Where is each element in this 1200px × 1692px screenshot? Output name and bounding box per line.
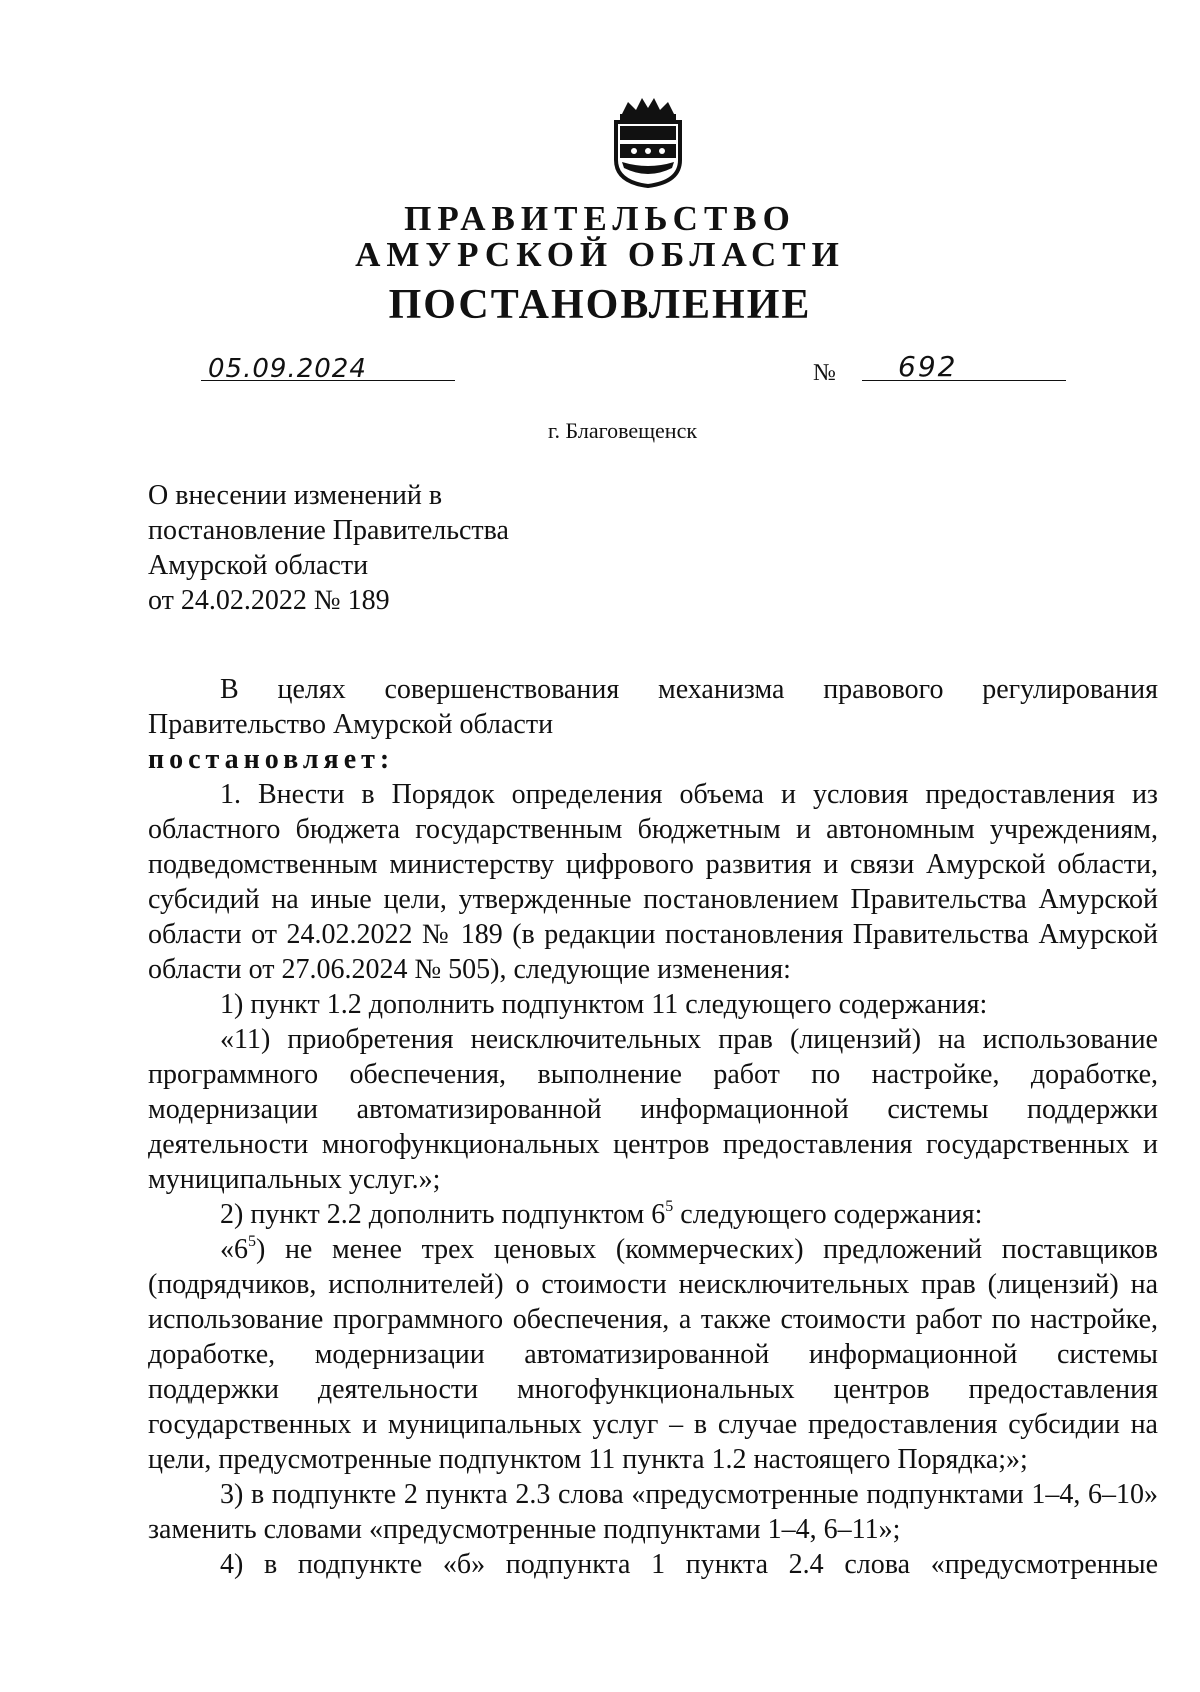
subject-block [148, 478, 509, 618]
paragraph-5-text: «6 [220, 1234, 248, 1265]
paragraph-4 [148, 1197, 1158, 1232]
superscript: 5 [248, 1232, 256, 1250]
paragraph-3: «11) приобретения неисключительных прав (лицензий) на использование программного обеспечения, выполнение работ по настройке, доработке, модернизации автоматизированной информационной системы поддержки деятельности многофункциональных центров предоставления государственных и муниципальных услуг.»; [148, 1024, 1158, 1195]
subject-line: от 24.02.2022 № 189 [148, 585, 390, 616]
subject-line: Амурской области [148, 550, 369, 581]
subject-line: О внесении изменений в [148, 480, 443, 511]
government-title-line2: АМУРСКОЙ ОБЛАСТИ [355, 235, 845, 274]
paragraph-4-text: 2) пункт 2.2 дополнить подпунктом 6 [220, 1199, 666, 1230]
paragraph-7: 4) в подпункте «б» подпункта 1 пункта 2.4 слова «предусмотренные [220, 1549, 1158, 1580]
paragraph-1: 1. Внести в Порядок определения объема и условия предоставления из областного бюджета государственным бюджетным и автономным учреждениям, подведомственным министерству цифрового развития и связи Амурской области, субсидий на иные цели, утвержденные постановлением Правительства Амурской области от 24.02.2022 № 189 (в редакции постановления Правительства Амурской области от 27.06.2024 № 505), следующие изменения: [148, 779, 1158, 985]
intro-paragraph: В целях совершенствования механизма правового регулирования Правительство Амурской области [148, 674, 1158, 740]
superscript: 5 [665, 1197, 674, 1215]
paragraph-5 [148, 1232, 1158, 1477]
government-title-line1: ПРАВИТЕЛЬСТВО [404, 199, 796, 238]
number-underline [862, 380, 1066, 381]
city-label: г. Благовещенск [547, 418, 698, 443]
paragraph-6: 3) в подпункте 2 пункта 2.3 слова «предусмотренные подпунктами 1–4, 6–10» заменить словами «предусмотренные подпунктами 1–4, 6–11»; [148, 1479, 1158, 1545]
date-underline [201, 380, 455, 381]
number-sign: № [813, 360, 836, 386]
document-type-title: ПОСТАНОВЛЕНИЕ [388, 282, 812, 328]
resolves-word: постановляет: [148, 744, 395, 775]
paragraph-5-text: ) не менее трех ценовых (коммерческих) предложений поставщиков (подрядчиков, исполнителей) о стоимости неисключительных прав (лицензий) на использование программного обеспечения, а также стоимости работ по настройке, доработке, модернизации автоматизированной информационной системы поддержки деятельности многофункциональных центров предоставления государственных и муниципальных услуг – в случае предоставления субсидии на цели, предусмотренные подпунктом 11 пункта 1.2 настоящего Порядка;»; [148, 1234, 1158, 1475]
document-body [148, 672, 1158, 1582]
subject-line: постановление Правительства [148, 515, 509, 546]
paragraph-2: 1) пункт 1.2 дополнить подпунктом 11 следующего содержания: [220, 989, 988, 1020]
handwritten-date: 05.09.2024 [208, 354, 367, 384]
paragraph-4-text: следующего содержания: [673, 1199, 983, 1230]
handwritten-number: 692 [898, 350, 958, 383]
coat-of-arms-icon [608, 96, 688, 188]
